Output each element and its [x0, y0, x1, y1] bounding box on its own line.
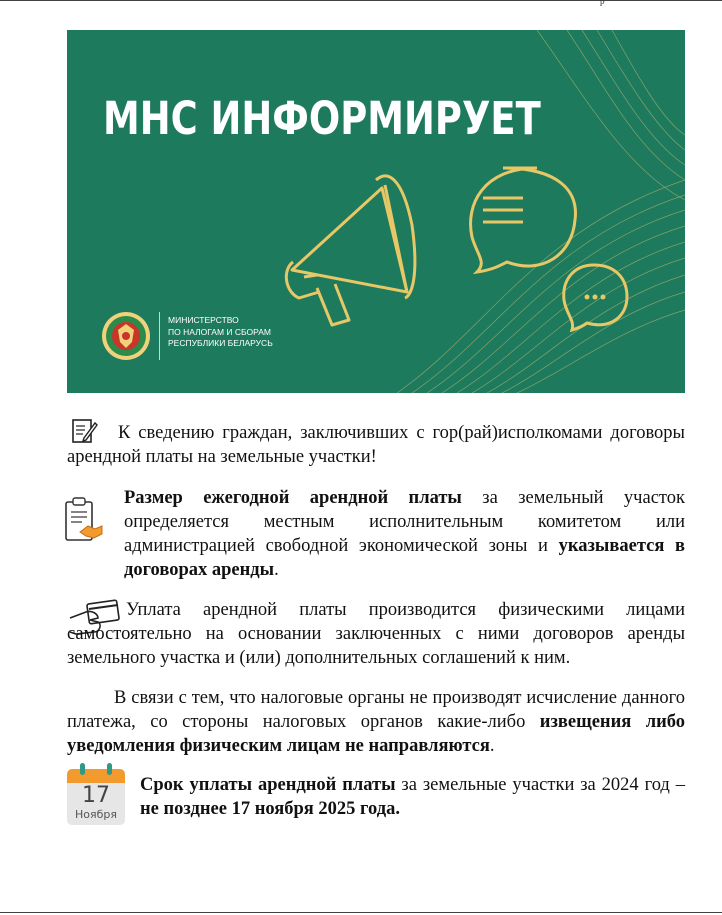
- no-notice-text: В связи с тем, что налоговые органы не производят исчисление данного платежа, со стороны налоговых органов какие-либо: [67, 688, 685, 732]
- emblem-divider: [159, 312, 160, 360]
- calendar-day: 17: [82, 783, 110, 808]
- ministry-line-3: РЕСПУБЛИКИ БЕЛАРУСЬ: [168, 338, 273, 348]
- rent-size-text: за земельный участок определяется местным исполнительным комитетом или администрацией свободной экономической зоны и: [124, 488, 685, 556]
- ministry-name: [168, 315, 273, 350]
- chat-lines-icon: [471, 168, 576, 272]
- no-notice-bold: извещения либо уведомления физическим лицам не направляются: [67, 712, 685, 756]
- deadline-bold: Срок уплаты арендной платы: [140, 775, 396, 795]
- mns-banner: [67, 30, 685, 393]
- ministry-emblem-icon: [100, 310, 152, 362]
- calendar-icon: [67, 763, 125, 825]
- paragraph-no-notice: [67, 686, 685, 758]
- deadline-date: не позднее 17 ноября 2025 года.: [140, 799, 400, 819]
- wave-lines: [397, 30, 685, 393]
- rent-size-bold: Размер ежегодной арендной платы: [124, 488, 462, 508]
- bottom-rule: [0, 912, 722, 913]
- calendar-ring: [107, 763, 112, 775]
- page-corner-mark: р: [600, 0, 605, 6]
- rent-size-tail: .: [274, 560, 279, 580]
- banner-title: МНС ИНФОРМИРУЕТ: [103, 92, 541, 145]
- top-rule: [0, 0, 722, 1]
- calendar-month: Ноября: [74, 808, 117, 821]
- deadline-text: за земельные участки за 2024 год –: [395, 775, 685, 795]
- rent-size-bold-end: указывается в договорах аренды: [124, 536, 686, 580]
- paragraph-rent-size: [124, 486, 685, 582]
- paragraph-deadline: [140, 773, 685, 821]
- ministry-line-2: ПО НАЛОГАМ И СБОРАМ: [168, 326, 271, 337]
- intro-paragraph: К сведению граждан, заключивших с гор(рай)исполкомами договоры арендной платы на земельные участки!: [67, 423, 685, 467]
- calendar-ring: [80, 763, 85, 775]
- calendar-header: [67, 769, 125, 783]
- clipboard-handshake-icon: [62, 496, 104, 546]
- paragraph-payment: Уплата арендной платы производится физическими лицами самостоятельно на основании заключенных с ними договоров аренды земельного участка и (или) дополнительных соглашений к ним.: [67, 600, 685, 668]
- no-notice-tail: .: [489, 736, 495, 756]
- ministry-line-1: МИНИСТЕРСТВО: [168, 315, 239, 325]
- megaphone-icon: [286, 176, 415, 325]
